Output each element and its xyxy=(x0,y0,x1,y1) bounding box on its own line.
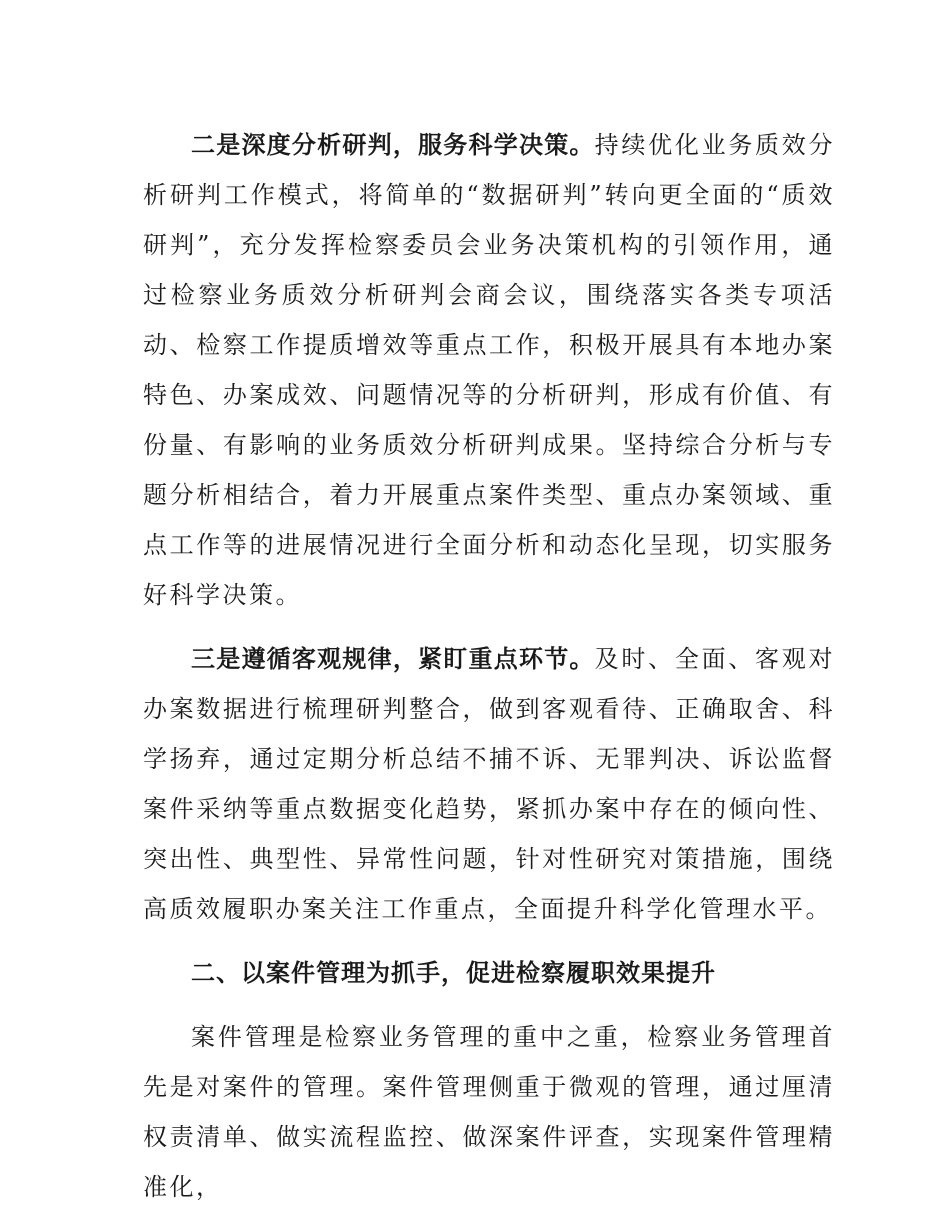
paragraph-objective-rules xyxy=(143,634,835,934)
section-heading: 二、以案件管理为抓手，促进检察履职效果提升 xyxy=(191,959,716,987)
paragraph-lead-heading: 三是遵循客观规律，紧盯重点环节。 xyxy=(191,645,595,673)
paragraph-deep-analysis xyxy=(143,120,835,620)
document-body xyxy=(143,120,835,1212)
paragraph-case-management: 案件管理是检察业务管理的重中之重，检察业务管理首先是对案件的管理。案件管理侧重于微观的管理，通过厘清权责清单、做实流程监控、做深案件评查，实现案件管理精准化， xyxy=(143,1023,835,1201)
paragraph-lead-heading: 二是深度分析研判，服务科学决策。 xyxy=(191,131,595,159)
paragraph-text: 持续优化业务质效分析研判工作模式，将简单的“数据研判”转向更全面的“质效研判”，充分发挥检察委员会业务决策机构的引领作用，通过检察业务质效分析研判会商会议，围绕落实各类专项活动、检察工作提质增效等重点工作，积极开展具有本地办案特色、办案成效、问题情况等的分析研判，形成有价值、有份量、有影响的业务质效分析研判成果。坚持综合分析与专题分析相结合，着力开展重点案件类型、重点办案领域、重点工作等的进展情况进行全面分析和动态化呈现，切实服务好科学决策。 xyxy=(143,131,836,609)
paragraph-text: 及时、全面、客观对办案数据进行梳理研判整合，做到客观看待、正确取舍、科学扬弃，通过定期分析总结不捕不诉、无罪判决、诉讼监督案件采纳等重点数据变化趋势，紧抓办案中存在的倾向性、突出性、典型性、异常性问题，针对性研究对策措施，围绕高质效履职办案关注工作重点，全面提升科学化管理水平。 xyxy=(143,645,836,923)
